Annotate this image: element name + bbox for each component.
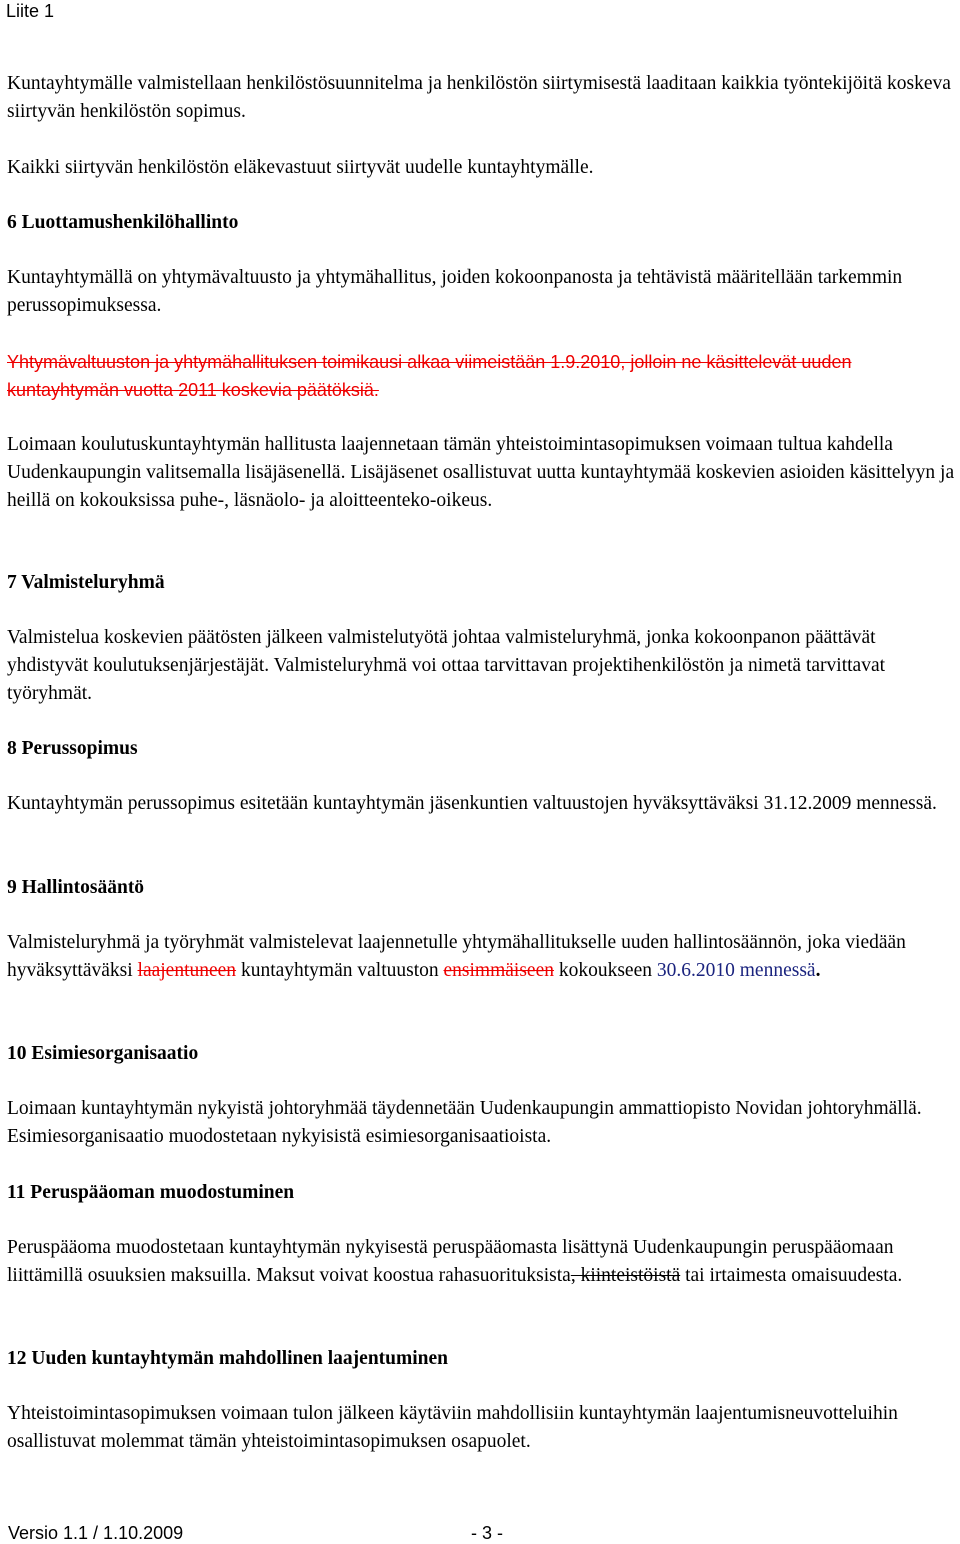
section-6-heading: 6 Luottamushenkilöhallinto [7,212,239,233]
section-11-heading: 11 Peruspääoman muodostuminen [7,1182,295,1203]
section-9-deleted-word-2: ensimmäiseen [443,960,554,981]
footer-version: Versio 1.1 / 1.10.2009 [8,1523,184,1543]
section-11-text-2: tai irtaimesta omaisuudesta. [680,1265,903,1286]
section-7-paragraph: Valmistelua koskevien päätösten jälkeen valmistelutyötä johtaa valmisteluryhmä, jonka kokoonpanon päättävät yhdistyvät koulutuksenjärjestäjät. Valmisteluryhmä voi ottaa tarvittavan projektihenkilöstön ja nimetä tarvittavat työryhmät. [7,627,886,704]
section-10-paragraph: Loimaan kuntayhtymän nykyistä johtoryhmää täydennetään Uudenkaupungin ammattiopisto Novidan johtoryhmällä. Esimiesorganisaatio muodostetaan nykyisistä esimiesorganisaatioista. [7,1098,922,1147]
section-12-paragraph: Yhteistoimintasopimuksen voimaan tulon jälkeen käytäviin mahdollisiin kuntayhtymän laajentumisneuvotteluihin osallistuvat molemmat tämän yhteistoimintasopimuksen osapuolet. [7,1403,898,1452]
section-9-text-1: Valmisteluryhmä ja työryhmät valmistelevat laajennetulle yhtymähallitukselle uuden hallintosäännön, joka viedään hyväksyttäväksi [7,932,906,981]
section-7-heading: 7 Valmisteluryhmä [7,572,165,593]
section-9-text-2: kuntayhtymän valtuuston [236,960,444,981]
section-6-paragraph-1: Kuntayhtymällä on yhtymävaltuusto ja yhtymähallitus, joiden kokoonpanosta ja tehtävistä määritellään tarkemmin perussopimuksessa. [7,267,903,316]
section-8-heading: 8 Perussopimus [7,738,138,759]
section-11-deleted-text: , kiinteistöistä [570,1265,681,1286]
section-9-inserted-date: 30.6.2010 mennessä [656,960,816,981]
section-9-paragraph [7,929,957,985]
page-header-label: Liite 1 [6,1,55,21]
paragraph-pension-liabilities: Kaikki siirtyvän henkilöstön eläkevastuut siirtyvät uudelle kuntayhtymälle. [7,157,594,178]
section-8-paragraph: Kuntayhtymän perussopimus esitetään kuntayhtymän jäsenkuntien valtuustojen hyväksyttäväksi 31.12.2009 mennessä. [7,793,937,814]
section-12-heading: 12 Uuden kuntayhtymän mahdollinen laajentuminen [7,1348,449,1369]
section-6-deleted-paragraph: Yhtymävaltuuston ja yhtymähallituksen toimikausi alkaa viimeistään 1.9.2010, jolloin ne käsittelevät uuden kuntayhtymän vuotta 2011 koskevia päätöksiä. [7,352,852,400]
paragraph-personnel-plan: Kuntayhtymälle valmistellaan henkilöstösuunnitelma ja henkilöstön siirtymisestä laaditaan kaikkia työntekijöitä koskeva siirtyvän henkilöstön sopimus. [7,73,951,122]
section-11-paragraph [7,1234,957,1290]
section-10-heading: 10 Esimiesorganisaatio [7,1043,199,1064]
section-9-text-3: kokoukseen [553,960,657,981]
footer-page-number: - 3 - [471,1523,504,1543]
section-9-heading: 9 Hallintosääntö [7,877,145,898]
section-6-paragraph-2: Loimaan koulutuskuntayhtymän hallitusta laajennetaan tämän yhteistoimintasopimuksen voimaan tultua kahdella Uudenkaupungin valitsemalla lisäjäsenellä. Lisäjäsenet osallistuvat uutta kuntayhtymää koskevien asioiden käsittelyyn ja heillä on kokouksissa puhe-, läsnäolo- ja aloitteenteko-oikeus. [7,434,955,511]
section-9-deleted-word-1: laajentuneen [137,960,237,981]
section-11-text-1: Peruspääoma muodostetaan kuntayhtymän nykyisestä peruspääomasta lisättynä Uudenkaupungin peruspääomaan liittämillä osuuksien maksuilla. Maksut voivat koostua rahasuorituksista [7,1237,894,1286]
section-9-text-4: . [815,960,821,981]
